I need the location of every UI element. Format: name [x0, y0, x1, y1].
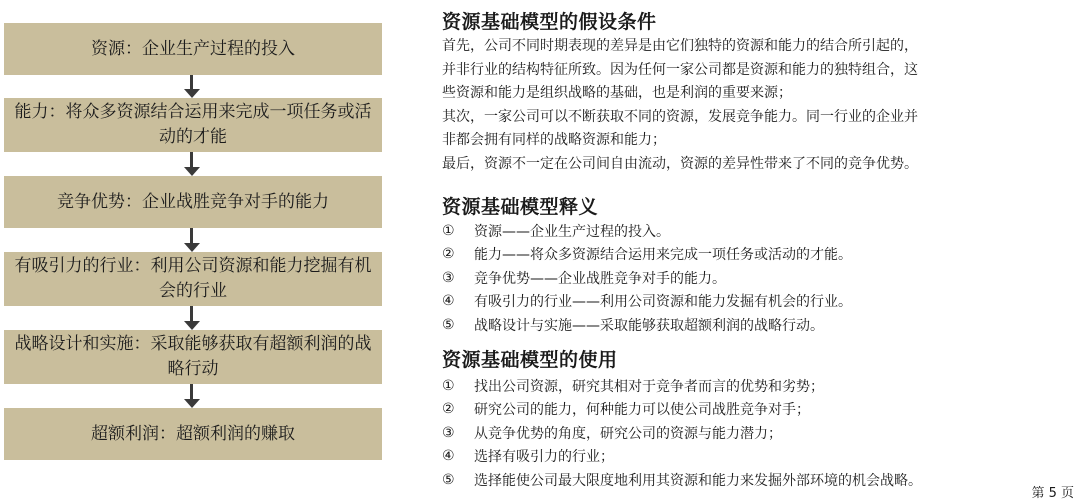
- list-item: [442, 266, 1072, 290]
- paragraph-line: 些资源和能力是组织战略的基础，也是利润的重要来源；: [442, 85, 792, 101]
- down-arrow-icon: [184, 228, 200, 252]
- list-item: [442, 290, 1072, 314]
- flow-box-strategy-implementation: [4, 330, 382, 384]
- list-text: 资源——企业生产过程的投入。: [474, 223, 670, 240]
- paragraph-line: 首先，公司不同时期表现的差异是由它们独特的资源和能力的结合所引起的，: [442, 38, 918, 54]
- list-text: 选择有吸引力的行业；: [474, 449, 614, 466]
- list-number: ①: [442, 377, 455, 394]
- flow-box-label: 战略设计和实施：采取能够获取有超额利润的战略行动: [14, 334, 372, 379]
- list-number: ①: [442, 222, 455, 239]
- list-text: 能力——将众多资源结合运用来完成一项任务或活动的才能。: [474, 247, 852, 264]
- flow-box-label: 超额利润：超额利润的赚取: [91, 423, 295, 444]
- paragraph-line: 非都会拥有同样的战略资源和能力；: [442, 132, 666, 148]
- list-number: ③: [442, 424, 455, 441]
- flow-box-capabilities: [4, 98, 382, 152]
- down-arrow-icon: [184, 75, 200, 98]
- flow-box-label: 竞争优势：企业战胜竞争对手的能力: [57, 191, 329, 212]
- list-text: 竞争优势——企业战胜竞争对手的能力。: [474, 270, 726, 287]
- usage-list: [442, 374, 1072, 492]
- list-item: [442, 243, 1072, 267]
- list-text: 研究公司的能力，何种能力可以使公司战胜竞争对手；: [474, 402, 810, 419]
- down-arrow-icon: [184, 152, 200, 176]
- list-number: ②: [442, 246, 455, 263]
- list-number: ③: [442, 269, 455, 286]
- list-text: 选择能使公司最大限度地利用其资源和能力来发掘外部环境的机会战略。: [474, 472, 922, 489]
- flow-box-label: 有吸引力的行业：利用公司资源和能力挖掘有机会的行业: [14, 256, 372, 301]
- paragraph-line: 并非行业的结构特征所致。因为任何一家公司都是资源和能力的独特组合，这: [442, 61, 918, 78]
- flow-box-label: 能力：将众多资源结合运用来完成一项任务或活动的才能: [14, 102, 372, 147]
- flow-box-resources: [4, 23, 382, 75]
- list-text: 有吸引力的行业——利用公司资源和能力发掘有机会的行业。: [474, 294, 852, 311]
- list-item: [442, 398, 1072, 422]
- list-text: 从竞争优势的角度，研究公司的资源与能力潜力；: [474, 425, 782, 442]
- flow-box-competitive-advantage: [4, 176, 382, 228]
- list-number: ⑤: [442, 316, 455, 333]
- assumptions-paragraph: [442, 35, 1052, 176]
- list-item: [442, 313, 1072, 337]
- flow-box-above-average-returns: [4, 408, 382, 460]
- down-arrow-icon: [184, 384, 200, 408]
- list-number: ⑤: [442, 471, 455, 488]
- list-text: 找出公司资源，研究其相对于竞争者而言的优势和劣势；: [474, 378, 824, 395]
- definitions-title: 资源基础模型释义: [442, 196, 599, 218]
- assumptions-title: 资源基础模型的假设条件: [442, 11, 657, 33]
- flow-box-label: 资源：企业生产过程的投入: [91, 38, 295, 59]
- page-number: 第 5 页: [1031, 486, 1074, 501]
- paragraph-line: 其次，一家公司可以不断获取不同的资源，发展竞争能力。同一行业的企业并: [442, 108, 918, 125]
- list-item: [442, 445, 1072, 469]
- definitions-list: [442, 219, 1072, 337]
- list-item: [442, 421, 1072, 445]
- resource-flow-diagram: [0, 0, 390, 504]
- list-text: 战略设计与实施——采取能够获取超额利润的战略行动。: [474, 317, 824, 334]
- paragraph-line: 最后，资源不一定在公司间自由流动，资源的差异性带来了不同的竞争优势。: [442, 155, 918, 172]
- usage-title: 资源基础模型的使用: [442, 349, 618, 371]
- flow-box-attractive-industry: [4, 252, 382, 306]
- list-number: ②: [442, 401, 455, 418]
- list-item: [442, 219, 1072, 243]
- list-number: ④: [442, 293, 455, 310]
- list-item: [442, 374, 1072, 398]
- list-number: ④: [442, 448, 455, 465]
- list-item: [442, 468, 1072, 492]
- down-arrow-icon: [184, 306, 200, 330]
